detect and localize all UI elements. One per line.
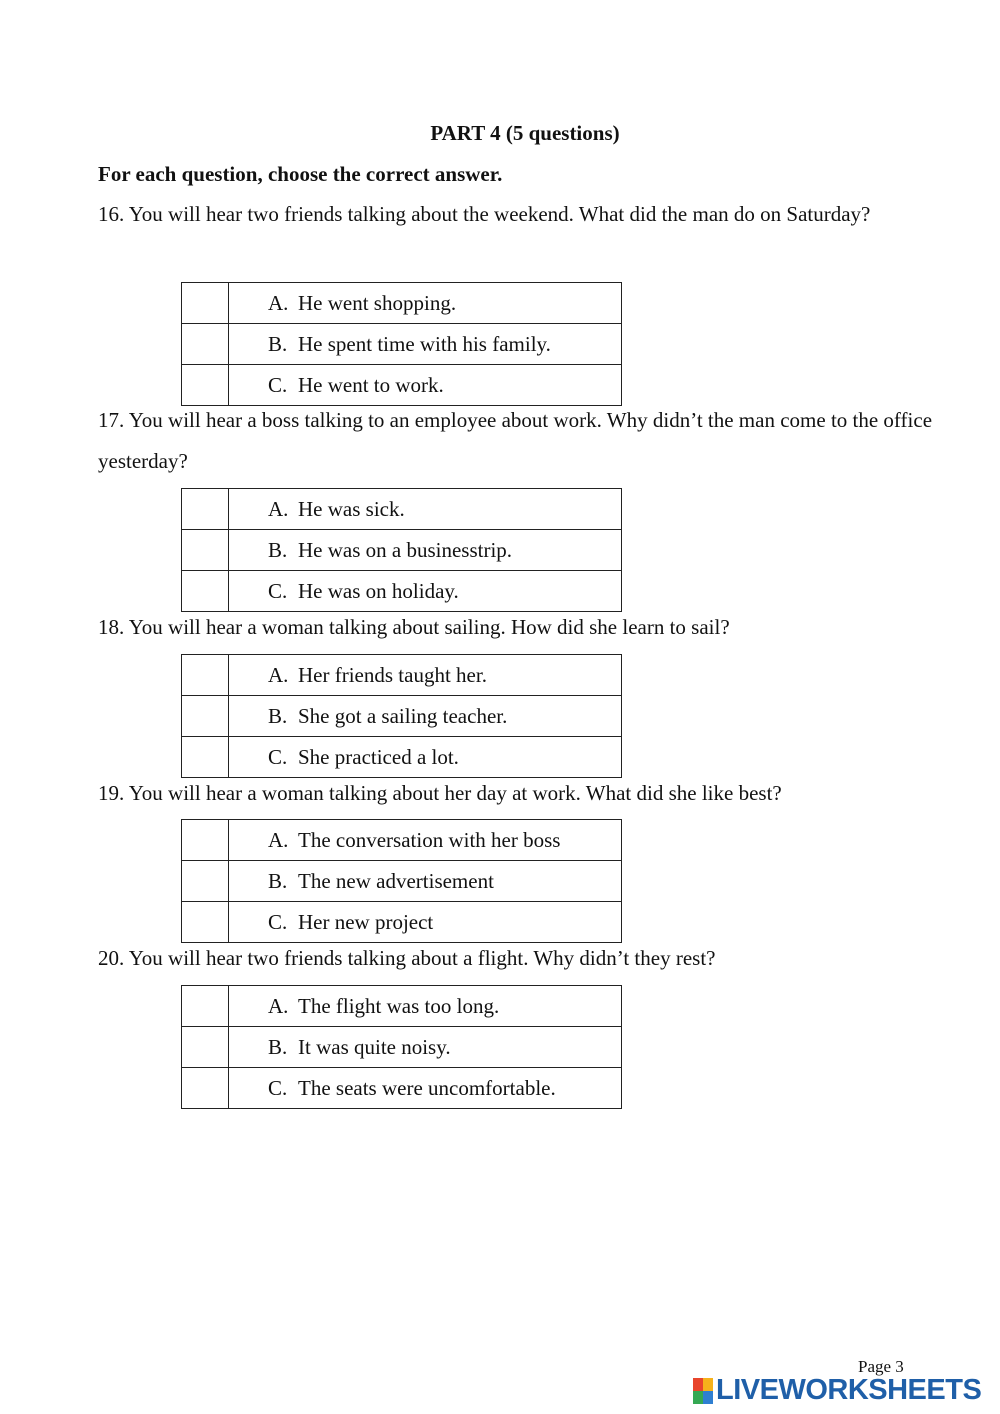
brand-name: LIVEWORKSHEETS — [716, 1374, 982, 1406]
answer-option: A. He went shopping. — [229, 283, 622, 324]
logo-square-icon — [693, 1391, 703, 1404]
question-text: 16. You will hear two friends talking about the weekend. What did the man do on Saturday? — [98, 202, 871, 226]
answer-row — [182, 986, 622, 1027]
liveworksheets-logo — [693, 1374, 981, 1407]
answer-option: C. She practiced a lot. — [229, 737, 622, 778]
answer-row — [182, 283, 622, 324]
answer-option: C. Her new project — [229, 902, 622, 943]
question-text: 19. You will hear a woman talking about her day at work. What did she like best? — [98, 781, 782, 805]
question-text: 20. You will hear two friends talking about a flight. Why didn’t they rest? — [98, 946, 716, 970]
answer-option: B. He spent time with his family. — [229, 324, 622, 365]
answer-checkbox[interactable] — [182, 737, 229, 778]
answer-option: C. He was on holiday. — [229, 571, 622, 612]
answer-checkbox[interactable] — [182, 655, 229, 696]
answer-option: C. He went to work. — [229, 365, 622, 406]
answer-option: B. It was quite noisy. — [229, 1027, 622, 1068]
answer-checkbox[interactable] — [182, 283, 229, 324]
answer-row — [182, 861, 622, 902]
answer-row — [182, 902, 622, 943]
answer-table — [181, 488, 622, 612]
answer-table — [181, 985, 622, 1109]
answer-option: B. She got a sailing teacher. — [229, 696, 622, 737]
answer-checkbox[interactable] — [182, 696, 229, 737]
answer-option: A. He was sick. — [229, 489, 622, 530]
page-number: Page 3 — [858, 1357, 904, 1376]
answer-option: A. Her friends taught her. — [229, 655, 622, 696]
answer-row — [182, 1027, 622, 1068]
answer-row — [182, 489, 622, 530]
answer-checkbox[interactable] — [182, 1027, 229, 1068]
answer-option: A. The conversation with her boss — [229, 820, 622, 861]
answer-checkbox[interactable] — [182, 986, 229, 1027]
liveworksheets-logo-icon — [693, 1378, 713, 1404]
answer-checkbox[interactable] — [182, 861, 229, 902]
answer-checkbox[interactable] — [182, 820, 229, 861]
answer-table — [181, 654, 622, 778]
instruction: For each question, choose the correct answer. — [98, 162, 503, 186]
question-text: 18. You will hear a woman talking about sailing. How did she learn to sail? — [98, 615, 730, 639]
answer-row — [182, 324, 622, 365]
question-text: 17. You will hear a boss talking to an employee about work. Why didn’t the man come to the office yesterday? — [98, 408, 933, 473]
answer-row — [182, 737, 622, 778]
answer-option: B. He was on a businesstrip. — [229, 530, 622, 571]
answer-option: C. The seats were uncomfortable. — [229, 1068, 622, 1109]
answer-row — [182, 820, 622, 861]
answer-checkbox[interactable] — [182, 530, 229, 571]
answer-row — [182, 530, 622, 571]
answer-table — [181, 282, 622, 406]
answer-row — [182, 571, 622, 612]
answer-checkbox[interactable] — [182, 489, 229, 530]
answer-row — [182, 1068, 622, 1109]
answer-checkbox[interactable] — [182, 571, 229, 612]
answer-option: A. The flight was too long. — [229, 986, 622, 1027]
logo-square-icon — [703, 1378, 713, 1391]
answer-option: B. The new advertisement — [229, 861, 622, 902]
answer-table — [181, 819, 622, 943]
answer-checkbox[interactable] — [182, 902, 229, 943]
answer-checkbox[interactable] — [182, 1068, 229, 1109]
logo-square-icon — [693, 1378, 703, 1391]
answer-row — [182, 655, 622, 696]
logo-square-icon — [703, 1391, 713, 1404]
answer-checkbox[interactable] — [182, 324, 229, 365]
page-title: PART 4 (5 questions) — [430, 121, 620, 145]
answer-row — [182, 696, 622, 737]
